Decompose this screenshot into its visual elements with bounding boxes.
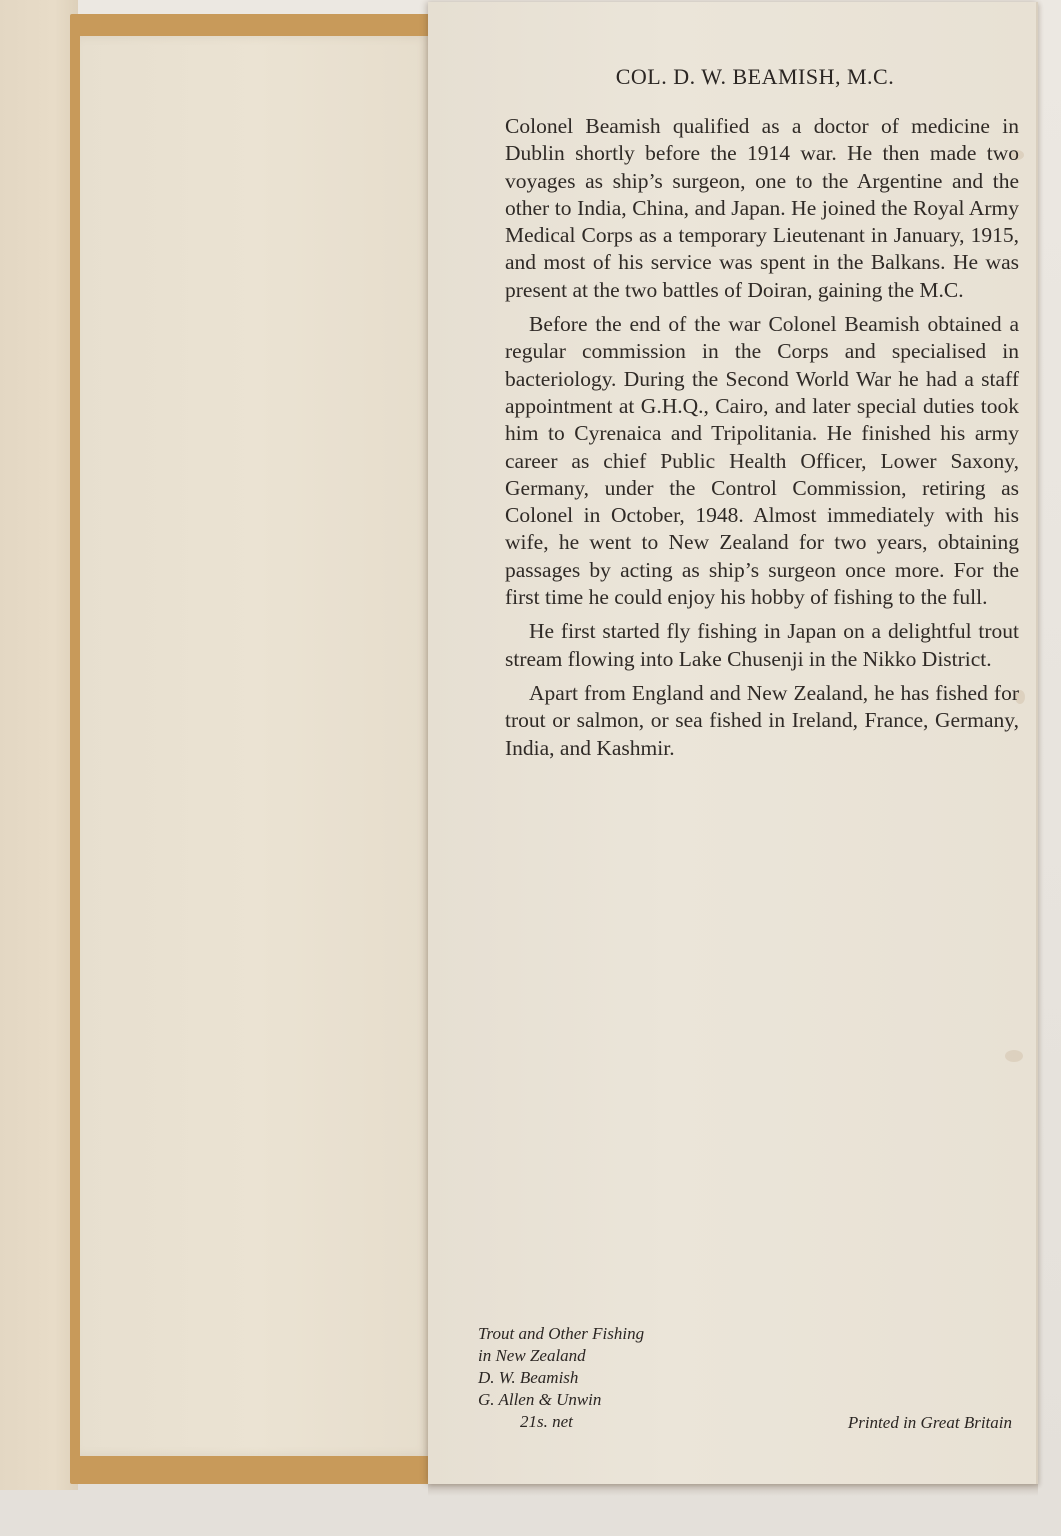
colophon-author: D. W. Beamish [478, 1368, 579, 1387]
colophon-title-line1: Trout and Other Fishing [478, 1324, 645, 1343]
colophon-publisher: G. Allen & Unwin [478, 1390, 602, 1409]
bio-paragraph-2: Before the end of the war Colonel Beamish obtained a regular commission in the Corps and specialised in bacteriology. During the Second World War he had a staff appointment at G.H.Q., Cairo, and later special duties took him to Cyrenaica and Tripolitania. He finished his army career as chief Public Health Officer, Lower Saxony, Germany, under the Control Commission, retiring as Colonel in October, 1948. Almost immediately with his wife, he went to New Zealand for two years, obtaining passages by acting as ship’s surgeon once more. For the first time he could enjoy his hobby of fishing to the full. [505, 312, 1019, 610]
endpaper [80, 36, 432, 1456]
author-biography [505, 113, 1019, 769]
bio-paragraph-3: He first started fly fishing in Japan on a delightful trout stream flowing into Lake Chusenji in the Nikko District. [505, 619, 1019, 671]
flap-shadow [428, 1484, 1038, 1496]
bio-paragraph-4: Apart from England and New Zealand, he has fished for trout or salmon, or sea fished in Ireland, France, Germany, India, and Kashmir. [505, 680, 1019, 760]
colophon-title-line2: in New Zealand [478, 1346, 586, 1365]
author-heading: COL. D. W. BEAMISH, M.C. [615, 64, 895, 89]
left-page-edge [0, 0, 78, 1490]
printed-in-note: Printed in Great Britain [847, 1413, 1012, 1432]
book-colophon [478, 1323, 644, 1433]
colophon-price: 21s. net [520, 1412, 573, 1431]
bio-paragraph-1: Colonel Beamish qualified as a doctor of medicine in Dublin shortly before the 1914 war. He then made two voyages as ship’s surgeon, one to the Argentine and the other to India, China, and Japan. He joined the Royal Army Medical Corps as a temporary Lieutenant in January, 1915, and most of his service was spent in the Balkans. He was present at the two battles of Doiran, gaining the M.C. [505, 114, 1019, 302]
foxing-spot [1005, 1050, 1023, 1062]
